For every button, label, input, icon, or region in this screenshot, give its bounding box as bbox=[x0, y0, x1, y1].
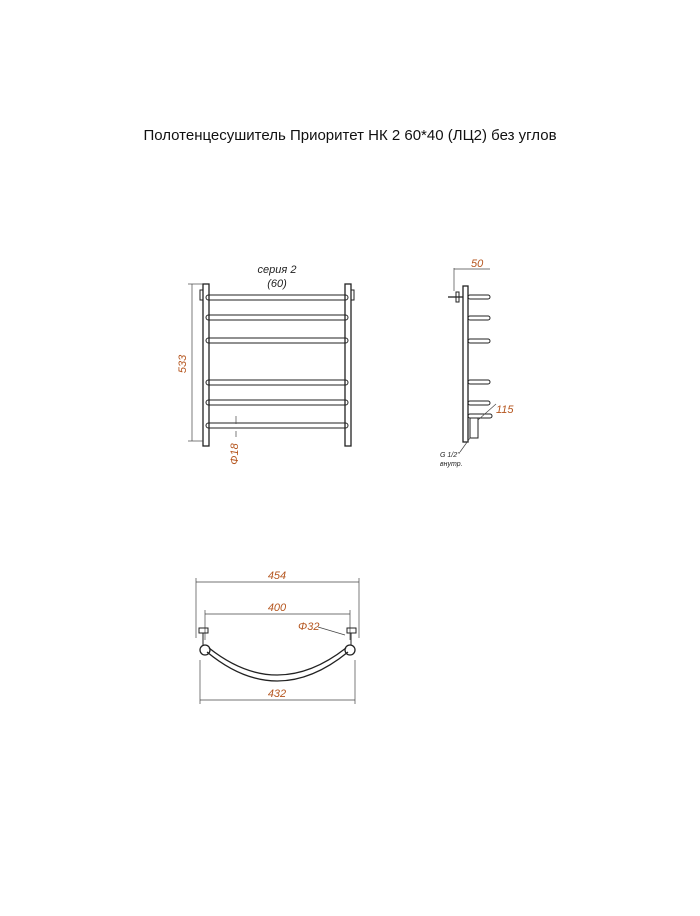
side-outlet-body bbox=[470, 418, 478, 438]
series-sub-label: (60) bbox=[267, 278, 287, 290]
side-view bbox=[440, 258, 514, 468]
thread-label: G 1/2" bbox=[440, 452, 460, 459]
side-rung bbox=[468, 380, 490, 384]
rung bbox=[206, 338, 348, 343]
rung bbox=[206, 423, 348, 428]
top-view bbox=[196, 570, 359, 704]
thread-leader bbox=[460, 438, 470, 452]
left-post bbox=[203, 284, 209, 446]
thread-sub-label: внутр. bbox=[440, 461, 463, 468]
inner-width-label: 432 bbox=[267, 688, 287, 700]
right-post bbox=[345, 284, 351, 446]
side-rung bbox=[468, 316, 490, 320]
overall-width-label: 454 bbox=[267, 570, 287, 582]
side-rungs bbox=[468, 295, 490, 405]
height-dim-label: 533 bbox=[177, 354, 189, 374]
curved-rung-inner bbox=[209, 648, 346, 675]
rung bbox=[206, 295, 348, 300]
right-bracket bbox=[347, 628, 356, 633]
center-distance-label: 400 bbox=[267, 602, 287, 614]
outlet-dim-label: 115 bbox=[496, 404, 514, 416]
side-rung bbox=[468, 295, 490, 299]
left-mount-top bbox=[200, 290, 203, 300]
pipe-dim-label: Φ18 bbox=[229, 443, 241, 465]
side-rung bbox=[468, 401, 490, 405]
depth-dim-label: 50 bbox=[471, 258, 484, 270]
front-view bbox=[177, 264, 354, 465]
side-outlet bbox=[468, 414, 492, 418]
rung bbox=[206, 315, 348, 320]
tube-dim-leader bbox=[318, 627, 345, 635]
series-label: серия 2 bbox=[257, 264, 297, 276]
tube-dim-label: Φ32 bbox=[298, 621, 320, 633]
rung bbox=[206, 400, 348, 405]
right-mount-top bbox=[351, 290, 354, 300]
rungs bbox=[206, 295, 348, 428]
curved-rung-outer bbox=[207, 652, 348, 681]
rung bbox=[206, 380, 348, 385]
page-title: Полотенцесушитель Приоритет НК 2 60*40 (ЛЦ2) без углов bbox=[143, 127, 557, 144]
side-post bbox=[463, 286, 468, 442]
side-rung bbox=[468, 339, 490, 343]
left-bracket bbox=[199, 628, 208, 633]
